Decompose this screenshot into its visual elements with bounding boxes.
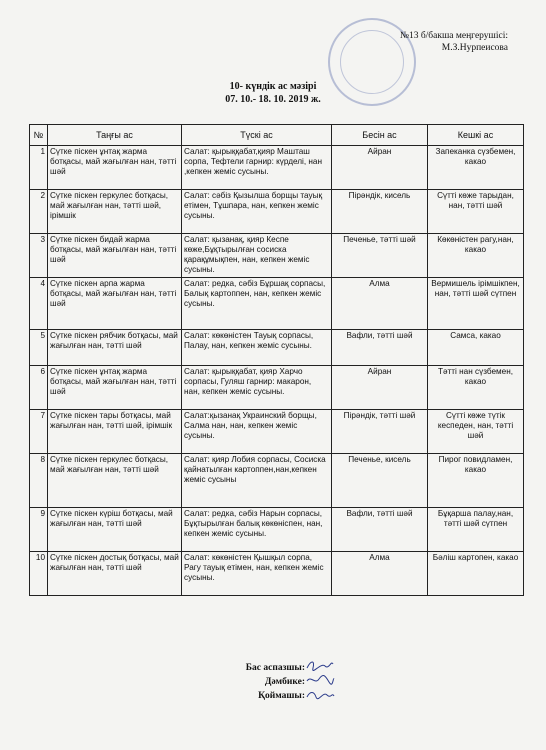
snack-cell: Айран: [332, 146, 428, 190]
col-header-num: №: [30, 125, 48, 146]
approval-line-2: М.З.Нурпеисова: [441, 43, 508, 53]
row-number: 9: [30, 508, 48, 552]
breakfast-cell: Сүтке піскен достық ботқасы, май жағылған нан, тәтті шәй: [48, 552, 182, 596]
nurse-signature-scrawl: [305, 673, 335, 687]
table-row: [30, 366, 524, 410]
dinner-cell: Сүтті көже тарыдан, нан, тәтті шәй: [428, 190, 524, 234]
breakfast-cell: Сүтке піскен геркулес ботқасы, май жағылған нан, тәтті шәй: [48, 454, 182, 508]
chef-signature: [215, 662, 305, 674]
menu-table: [29, 124, 524, 596]
table-row: [30, 410, 524, 454]
dinner-cell: Бәліш картопен, какао: [428, 552, 524, 596]
row-number: 10: [30, 552, 48, 596]
dinner-cell: Вермишель ірімшікпен, нан, тәтті шәй сүтпен: [428, 278, 524, 330]
table-row: [30, 190, 524, 234]
table-row: [30, 454, 524, 508]
lunch-cell: Салат: редка, сәбіз Бұршақ сорпасы, Балық картоппен, нан, кепкен жеміс сусыны.: [182, 278, 332, 330]
lunch-cell: Салат:қызанақ Украинский борщы, Салма нан, нан, кепкен жеміс сусыны.: [182, 410, 332, 454]
snack-cell: Вафли, тәтті шәй: [332, 508, 428, 552]
lunch-cell: Салат: қырыққабат,қияр Машташ сорпа, Тефтели гарнир: күрделі, нан ,кепкен жеміс сусыны.: [182, 146, 332, 190]
lunch-cell: Салат: қияр Лобия сорпасы, Сосиска қайнатылған картоппен,нан,кепкен жеміс сусыны: [182, 454, 332, 508]
col-header-dinner: Кешкі ас: [428, 125, 524, 146]
row-number: 1: [30, 146, 48, 190]
nurse-signature: [215, 676, 305, 688]
col-header-snack: Бесін ас: [332, 125, 428, 146]
dinner-cell: Пирог повидламен, какао: [428, 454, 524, 508]
approval-block: [384, 30, 508, 54]
breakfast-cell: Сүтке піскен бидай жарма ботқасы, май жағылған нан, тәтті шәй: [48, 234, 182, 278]
table-row: [30, 508, 524, 552]
snack-cell: Пірәндік, кисель: [332, 190, 428, 234]
chef-signature-scrawl: [305, 658, 335, 672]
row-number: 8: [30, 454, 48, 508]
snack-cell: Алма: [332, 278, 428, 330]
storekeeper-signature: [215, 690, 305, 702]
breakfast-cell: Сүтке піскен геркулес ботқасы, май жағылған нан, тәтті шәй, ірімшік: [48, 190, 182, 234]
row-number: 2: [30, 190, 48, 234]
table-row: [30, 278, 524, 330]
col-header-lunch: Түскі ас: [182, 125, 332, 146]
snack-cell: Печенье, тәтті шәй: [332, 234, 428, 278]
nurse-label: Дәмбике:: [264, 677, 305, 687]
breakfast-cell: Сүтке піскен тары ботқасы, май жағылған нан, тәтті шәй, ірімшік: [48, 410, 182, 454]
dinner-cell: Сүтті көже түтік кеспеден, нан, тәтті шәй: [428, 410, 524, 454]
snack-cell: Вафли, тәтті шәй: [332, 330, 428, 366]
lunch-cell: Салат: көкөністен Қышқыл сорпа, Рагу тауық етімен, нан, кепкен жеміс сусыны.: [182, 552, 332, 596]
lunch-cell: Салат: редка, сәбіз Нарын сорпасы, Бұқтырылған балық көкөніспен, нан, кепкен жеміс сусыны.: [182, 508, 332, 552]
breakfast-cell: Сүтке піскен күріш ботқасы, май жағылған нан, тәтті шәй: [48, 508, 182, 552]
row-number: 7: [30, 410, 48, 454]
dinner-cell: Запеканка сүзбемен, какао: [428, 146, 524, 190]
snack-cell: Пірәндік, тәтті шәй: [332, 410, 428, 454]
table-header-row: [30, 125, 524, 146]
row-number: 3: [30, 234, 48, 278]
lunch-cell: Салат: көкөністен Тауық сорпасы, Палау, нан, кепкен жеміс сусыны.: [182, 330, 332, 366]
storekeeper-label: Қоймашы:: [258, 691, 305, 701]
snack-cell: Алма: [332, 552, 428, 596]
breakfast-cell: Сүтке піскен ұнтақ жарма ботқасы, май жағылған нан, тәтті шәй: [48, 366, 182, 410]
table-row: [30, 234, 524, 278]
table-row: [30, 552, 524, 596]
dinner-cell: Тәтті нан сүзбемен, какао: [428, 366, 524, 410]
table-row: [30, 330, 524, 366]
title-line-1: 10- күндік ас мәзірі: [229, 81, 317, 92]
title-line-2: 07. 10.- 18. 10. 2019 ж.: [225, 94, 321, 105]
row-number: 5: [30, 330, 48, 366]
dinner-cell: Самса, какао: [428, 330, 524, 366]
storekeeper-signature-scrawl: [305, 688, 335, 702]
col-header-breakfast: Таңғы ас: [48, 125, 182, 146]
breakfast-cell: Сүтке піскен арпа жарма ботқасы, май жағылған нан, тәтті шәй: [48, 278, 182, 330]
dinner-cell: Көкөністен рагу,нан, какао: [428, 234, 524, 278]
approval-line-1: №13 б/бакша меңгерушісі:: [399, 31, 508, 41]
dinner-cell: Бұқарша палау,нан, тәтті шәй сүтпен: [428, 508, 524, 552]
breakfast-cell: Сүтке піскен ұнтақ жарма ботқасы, май жағылған нан, тәтті шәй: [48, 146, 182, 190]
chef-label: Бас аспазшы:: [245, 663, 305, 673]
breakfast-cell: Сүтке піскен рябчик ботқасы, май жағылған нан, тәтті шәй: [48, 330, 182, 366]
row-number: 4: [30, 278, 48, 330]
row-number: 6: [30, 366, 48, 410]
lunch-cell: Салат: қырыққабат, қияр Харчо сорпасы, Гуляш гарнир: макарон, нан, кепкен жеміс сусыны.: [182, 366, 332, 410]
lunch-cell: Салат: қызанақ, қияр Кеспе көже,Бұқтырылған сосиска қарақұмықпен, нан, кепкен жеміс сусыны.: [182, 234, 332, 278]
snack-cell: Айран: [332, 366, 428, 410]
snack-cell: Печенье, кисель: [332, 454, 428, 508]
table-row: [30, 146, 524, 190]
lunch-cell: Салат: сәбіз Қызылша борщы тауық етімен, Тұшпара, нан, кепкен жеміс сусыны.: [182, 190, 332, 234]
document-title: [0, 80, 546, 106]
